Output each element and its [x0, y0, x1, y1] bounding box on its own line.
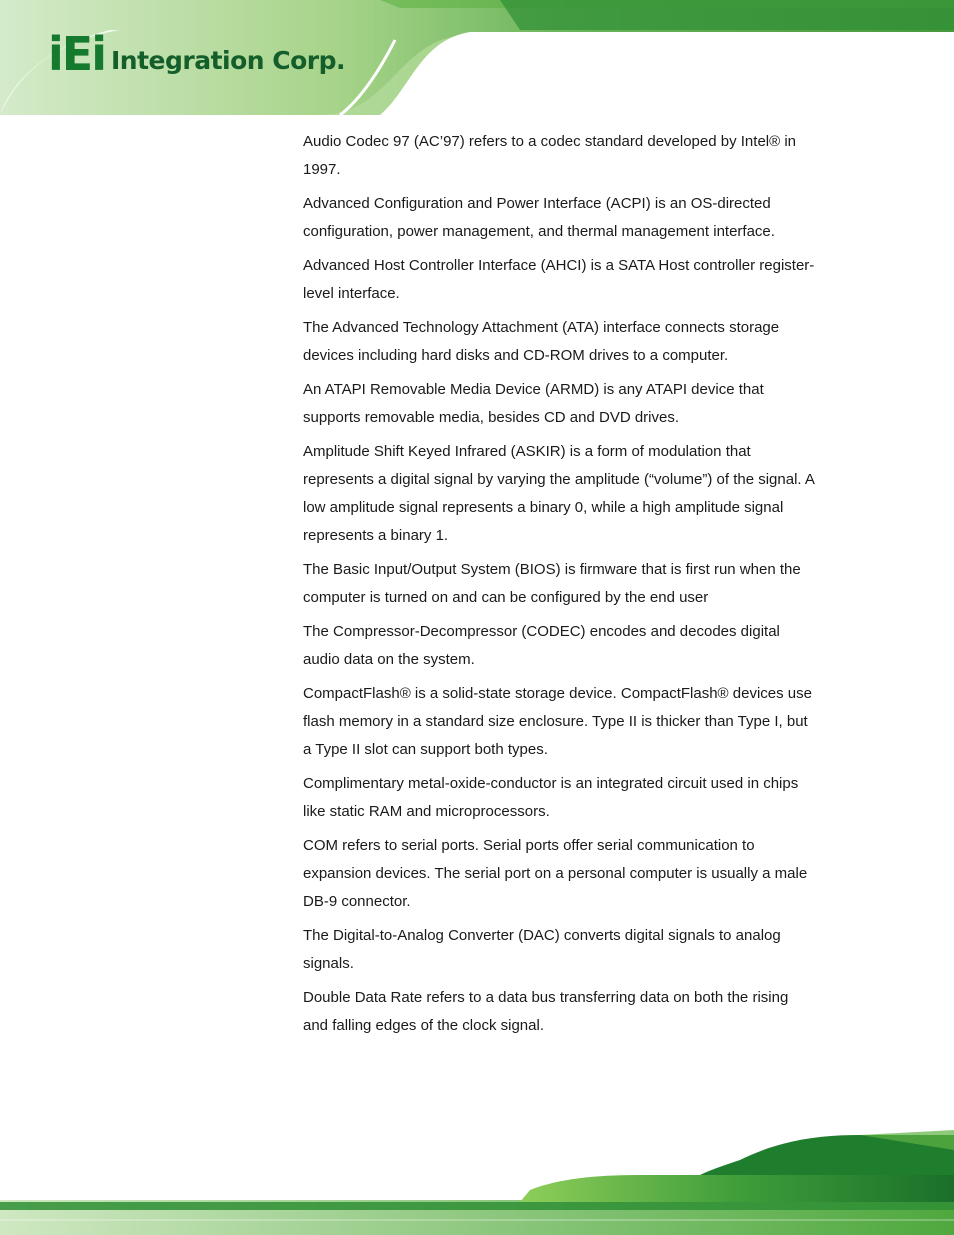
- paragraph-dac: The Digital-to-Analog Converter (DAC) converts digital signals to analog signals.: [303, 927, 781, 972]
- paragraph-ddr: Double Data Rate refers to a data bus transferring data on both the rising and falling edges of the clock signal.: [303, 989, 789, 1034]
- logo-mark: iEi: [48, 27, 105, 81]
- paragraph-bios: The Basic Input/Output System (BIOS) is firmware that is first run when the computer is turned on and can be configured by the end user: [303, 561, 801, 606]
- company-logo: [48, 27, 346, 81]
- paragraph-ac97: Audio Codec 97 (AC’97) refers to a codec standard developed by Intel® in 1997.: [303, 133, 797, 178]
- paragraph-codec: The Compressor-Decompressor (CODEC) encodes and decodes digital audio data on the system.: [303, 623, 780, 668]
- paragraph-askir: Amplitude Shift Keyed Infrared (ASKIR) is a form of modulation that represents a digital signal by varying the amplitude (“volume”) of the signal. A low amplitude signal represents a binary 0, while a high amplitude signal represents a binary 1.: [303, 443, 815, 544]
- logo-text: Integration Corp.: [110, 46, 346, 75]
- paragraph-com: COM refers to serial ports. Serial ports offer serial communication to expansion devices. The serial port on a personal computer is usually a male DB-9 connector.: [303, 837, 808, 910]
- paragraph-ata: The Advanced Technology Attachment (ATA) interface connects storage devices including hard disks and CD-ROM drives to a computer.: [303, 319, 780, 364]
- paragraph-cmos: Complimentary metal-oxide-conductor is an integrated circuit used in chips like static RAM and microprocessors.: [303, 775, 799, 820]
- paragraph-armd: An ATAPI Removable Media Device (ARMD) is any ATAPI device that supports removable media, besides CD and DVD drives.: [303, 381, 764, 426]
- glossary-content: [303, 128, 815, 1046]
- footer-banner: [0, 1130, 954, 1235]
- paragraph-ahci: Advanced Host Controller Interface (AHCI) is a SATA Host controller register-level interface.: [303, 257, 815, 302]
- paragraph-acpi: Advanced Configuration and Power Interface (ACPI) is an OS-directed configuration, power management, and thermal management interface.: [303, 195, 775, 240]
- paragraph-compactflash: CompactFlash® is a solid-state storage device. CompactFlash® devices use flash memory in a standard size enclosure. Type II is thicker than Type I, but a Type II slot can support both types.: [303, 685, 812, 758]
